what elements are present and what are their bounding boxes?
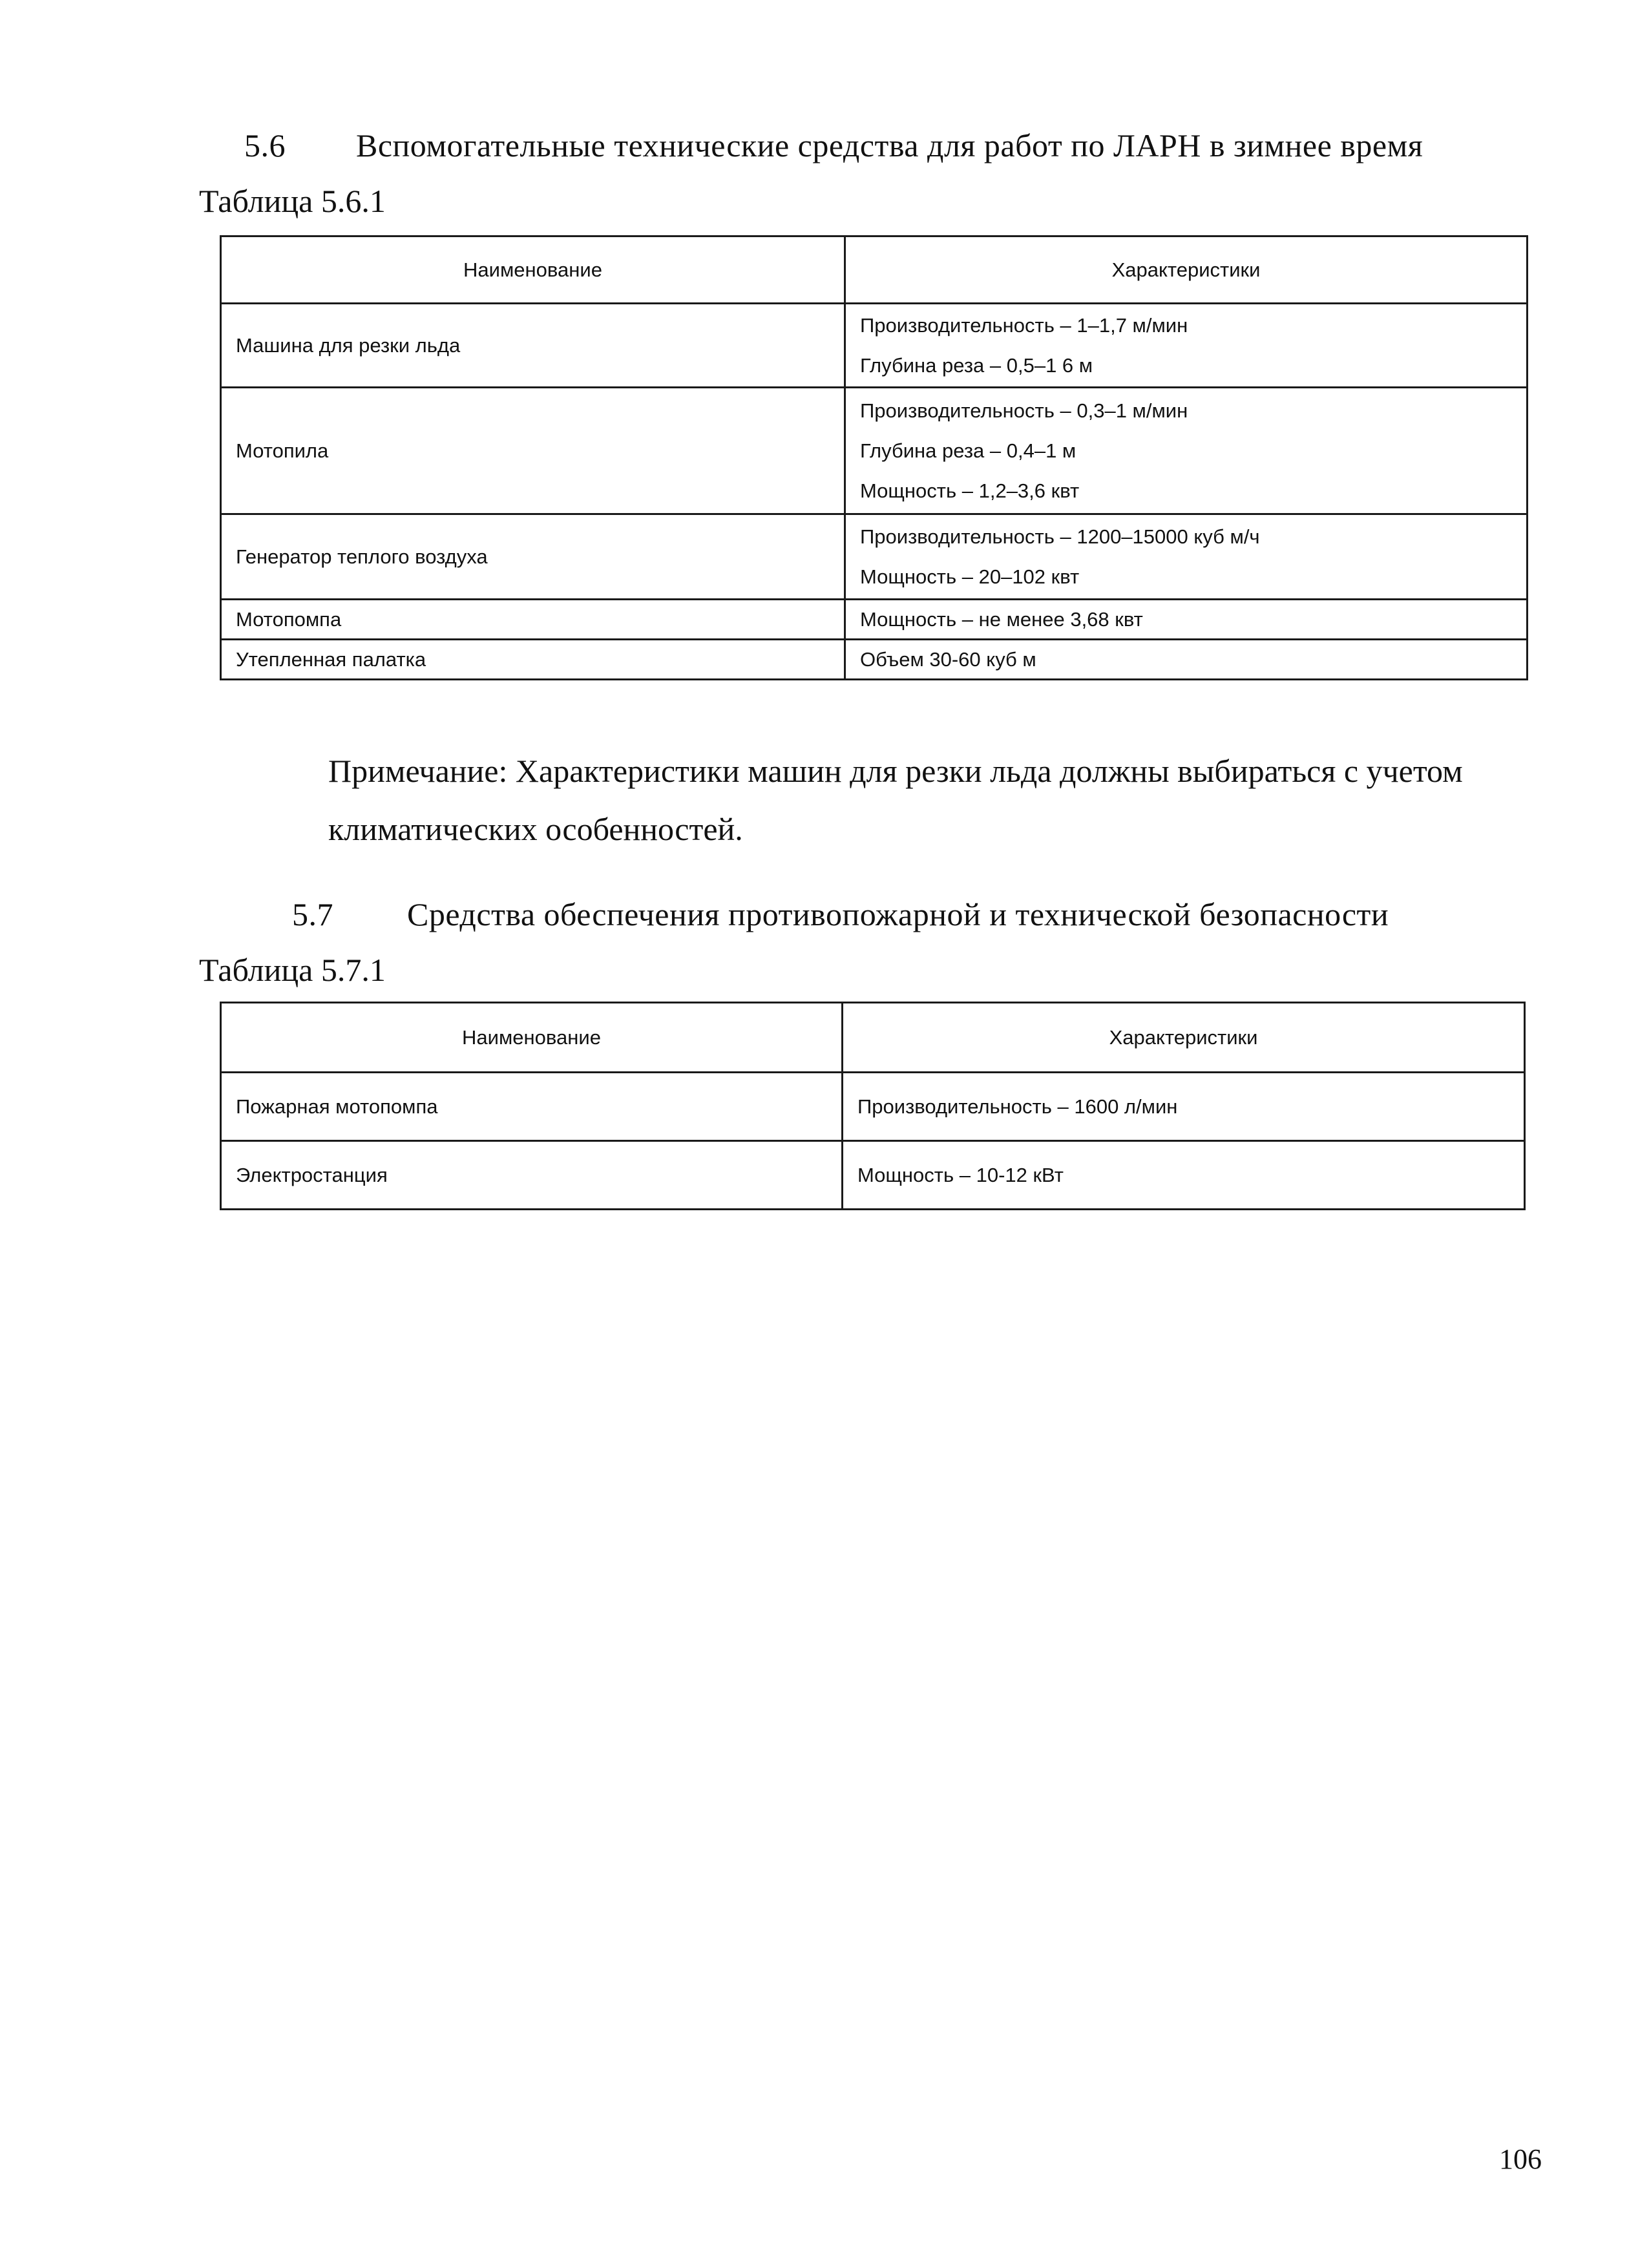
section-title: Средства обеспечения противопожарной и технической безопасности [407,896,1389,932]
page-number: 106 [1499,2143,1542,2175]
characteristic-line: Объем 30-60 куб м [860,647,1036,671]
row-characteristics [845,388,1528,514]
column-header-characteristics: Характеристики [845,236,1528,304]
table-row [221,1141,1525,1210]
characteristic-line: Мощность – 10-12 кВт [857,1163,1064,1186]
characteristic-line: Мощность – 20–102 квт [860,565,1080,588]
characteristic-line: Производительность – 1200–15000 куб м/ч [860,525,1260,548]
section-number: 5.7 [292,896,333,932]
characteristic-line: Глубина реза – 0,5–1 6 м [860,353,1093,377]
characteristic-line: Глубина реза – 0,4–1 м [860,439,1077,462]
characteristic-line: Мощность – 1,2–3,6 квт [860,479,1080,502]
row-characteristics [845,640,1528,680]
table-row [221,388,1528,514]
table-note: Примечание: Характеристики машин для резки льда должны выбираться с учетом климатических особенностей. [328,753,1463,847]
row-characteristics [845,304,1528,388]
row-name: Мотопила [221,388,845,514]
section-5-6-heading [244,127,1423,164]
table-row [221,304,1528,388]
table-row [221,600,1528,640]
column-header-characteristics: Характеристики [843,1003,1525,1073]
table-row [221,640,1528,680]
table-row [221,1073,1525,1141]
section-title: Вспомогательные технические средства для работ по ЛАРН в зимнее время [356,127,1423,163]
row-characteristics [845,514,1528,600]
table-5-7-1-caption: Таблица 5.7.1 [199,952,386,988]
row-name: Мотопомпа [221,600,845,640]
column-header-name: Наименование [221,236,845,304]
table-5-6-1-caption: Таблица 5.6.1 [199,183,386,219]
row-name: Утепленная палатка [221,640,845,680]
section-5-7-heading [292,896,1389,933]
characteristic-line: Производительность – 1–1,7 м/мин [860,313,1188,337]
characteristic-line: Производительность – 0,3–1 м/мин [860,399,1188,422]
characteristic-line: Мощность – не менее 3,68 квт [860,607,1143,631]
row-characteristics [843,1141,1525,1210]
characteristic-line: Производительность – 1600 л/мин [857,1095,1178,1118]
row-name: Пожарная мотопомпа [221,1073,843,1141]
row-name: Машина для резки льда [221,304,845,388]
table-header-row [221,236,1528,304]
row-characteristics [843,1073,1525,1141]
table-5-7-1 [220,1002,1526,1210]
table-header-row [221,1003,1525,1073]
row-name: Электростанция [221,1141,843,1210]
row-name: Генератор теплого воздуха [221,514,845,600]
table-5-6-1 [220,235,1528,680]
section-number: 5.6 [244,127,286,163]
row-characteristics [845,600,1528,640]
column-header-name: Наименование [221,1003,843,1073]
table-row [221,514,1528,600]
